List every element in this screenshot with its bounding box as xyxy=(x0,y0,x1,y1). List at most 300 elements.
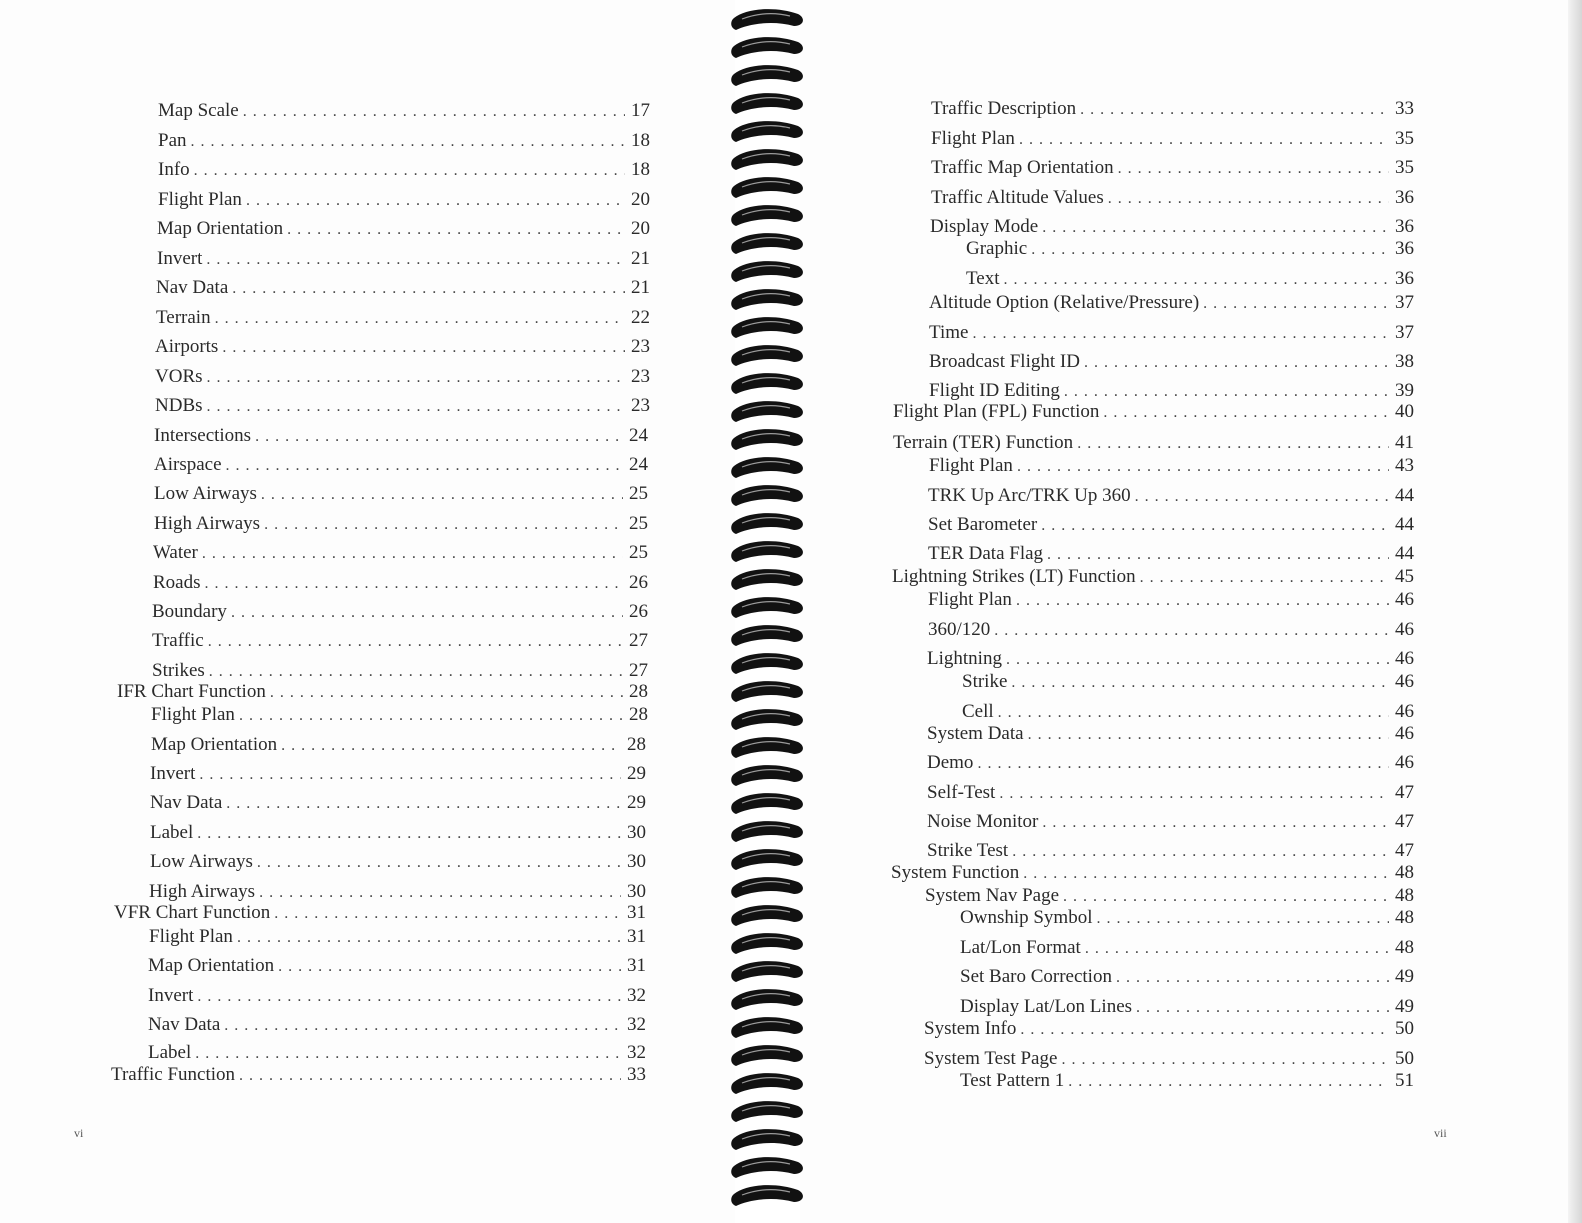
dot-leader xyxy=(1042,812,1389,834)
toc-entry[interactable] xyxy=(117,681,648,704)
spiral-coil xyxy=(731,709,803,730)
dot-leader xyxy=(197,823,621,845)
toc-entry[interactable] xyxy=(924,1018,1414,1041)
toc-entry-title: Airspace xyxy=(154,454,222,475)
toc-entry-page-number: 35 xyxy=(1395,128,1414,149)
toc-entry[interactable] xyxy=(931,157,1414,180)
toc-entry-page-number: 29 xyxy=(627,763,646,784)
toc-entry-page-number: 31 xyxy=(627,955,646,976)
toc-entry-title: Nav Data xyxy=(150,792,223,813)
spiral-coil xyxy=(731,37,803,58)
toc-entry-title: Map Orientation xyxy=(157,218,284,239)
spiral-coil xyxy=(731,905,803,926)
dot-leader xyxy=(246,190,625,212)
dot-leader xyxy=(264,514,623,536)
toc-entry[interactable] xyxy=(154,425,648,448)
toc-entry-page-number: 47 xyxy=(1395,840,1414,861)
toc-entry-page-number: 22 xyxy=(631,307,650,328)
toc-entry[interactable] xyxy=(924,1048,1414,1071)
spiral-coil xyxy=(731,513,803,534)
toc-entry-title: 360/120 xyxy=(928,619,991,640)
spiral-coil xyxy=(731,1017,803,1038)
toc-entry-title: Label xyxy=(150,822,194,843)
toc-entry-page-number: 20 xyxy=(631,189,650,210)
toc-entry[interactable] xyxy=(157,218,650,241)
dot-leader xyxy=(1006,649,1389,671)
spiral-coil xyxy=(731,597,803,618)
toc-entry-title: Flight Plan xyxy=(929,455,1013,476)
page-number-left: vi xyxy=(74,1126,84,1140)
toc-entry-title: Demo xyxy=(927,752,974,773)
toc-entry-title: Traffic Map Orientation xyxy=(931,157,1114,178)
toc-entry[interactable] xyxy=(157,248,650,271)
toc-entry-page-number: 21 xyxy=(631,248,650,269)
toc-entry-title: Traffic xyxy=(152,630,204,651)
toc-entry-page-number: 38 xyxy=(1395,351,1414,372)
toc-entry[interactable] xyxy=(927,840,1414,863)
toc-entry-title: High Airways xyxy=(154,513,261,534)
toc-entry-page-number: 32 xyxy=(627,1042,646,1063)
toc-entry-title: System Data xyxy=(927,723,1024,744)
toc-entry-page-number: 27 xyxy=(629,630,648,651)
toc-entry[interactable] xyxy=(151,734,646,757)
spiral-coil xyxy=(731,177,803,198)
dot-leader xyxy=(205,573,624,595)
dot-leader xyxy=(261,484,623,506)
toc-entry[interactable] xyxy=(929,322,1414,345)
toc-entry[interactable] xyxy=(928,485,1414,508)
toc-entry-page-number: 46 xyxy=(1395,619,1414,640)
toc-entry-page-number: 24 xyxy=(629,454,648,475)
toc-entry-title: TER Data Flag xyxy=(928,543,1044,564)
toc-entry[interactable] xyxy=(152,601,648,624)
toc-entry[interactable] xyxy=(158,100,650,123)
toc-entry-page-number: 32 xyxy=(627,985,646,1006)
toc-entry-title: Label xyxy=(148,1042,192,1063)
dot-leader xyxy=(1019,129,1389,151)
dot-leader xyxy=(222,337,625,359)
toc-entry-page-number: 36 xyxy=(1395,268,1414,289)
toc-entry[interactable] xyxy=(893,401,1414,424)
toc-entry-title: Roads xyxy=(153,572,201,593)
spiral-coil xyxy=(731,933,803,954)
toc-entry[interactable] xyxy=(960,907,1414,930)
toc-entry[interactable] xyxy=(153,542,648,565)
spiral-binding xyxy=(728,0,808,1223)
left-page xyxy=(0,0,735,1223)
toc-entry[interactable] xyxy=(150,851,646,874)
toc-entry-title: Altitude Option (Relative/Pressure) xyxy=(929,292,1200,313)
dot-leader xyxy=(231,602,623,624)
toc-entry-title: Self-Test xyxy=(927,782,996,803)
toc-entry-title: Flight Plan (FPL) Function xyxy=(893,401,1100,422)
toc-entry[interactable] xyxy=(960,996,1414,1019)
toc-entry[interactable] xyxy=(927,723,1414,746)
toc-entry[interactable] xyxy=(962,671,1414,694)
spiral-coil xyxy=(731,261,803,282)
spiral-coil xyxy=(731,989,803,1010)
toc-entry[interactable] xyxy=(154,483,648,506)
toc-entry-page-number: 18 xyxy=(631,159,650,180)
toc-entry-title: Lightning xyxy=(927,648,1002,669)
toc-entry[interactable] xyxy=(929,351,1414,374)
toc-entry-page-number: 20 xyxy=(631,218,650,239)
toc-entry-page-number: 23 xyxy=(631,366,650,387)
spiral-coil xyxy=(731,1185,803,1206)
toc-entry-page-number: 47 xyxy=(1395,782,1414,803)
toc-entry-title: Strikes xyxy=(152,660,205,681)
spiral-coil xyxy=(731,1073,803,1094)
toc-entry[interactable] xyxy=(966,268,1414,291)
toc-entry-title: Flight Plan xyxy=(158,189,242,210)
toc-entry-title: Low Airways xyxy=(154,483,257,504)
toc-entry[interactable] xyxy=(150,822,646,845)
spiral-coil xyxy=(731,961,803,982)
spiral-coil xyxy=(731,1129,803,1150)
toc-entry-title: Terrain (TER) Function xyxy=(893,432,1074,453)
toc-entry-title: Display Mode xyxy=(930,216,1039,237)
spiral-coil xyxy=(731,1157,803,1178)
toc-entry-page-number: 33 xyxy=(1395,98,1414,119)
toc-entry-title: Boundary xyxy=(152,601,227,622)
toc-entry-title: Pan xyxy=(158,130,187,151)
toc-entry[interactable] xyxy=(111,1064,646,1087)
toc-entry-title: Broadcast Flight ID xyxy=(929,351,1080,372)
dot-leader xyxy=(1118,158,1389,180)
toc-entry[interactable] xyxy=(149,926,646,949)
toc-entry-title: Lat/Lon Format xyxy=(960,937,1081,958)
spiral-coil xyxy=(731,401,803,422)
toc-entry-title: VORs xyxy=(155,366,203,387)
dot-leader xyxy=(259,882,621,904)
toc-entry-page-number: 49 xyxy=(1395,966,1414,987)
toc-entry-page-number: 44 xyxy=(1395,543,1414,564)
toc-entry-page-number: 17 xyxy=(631,100,650,121)
right-page xyxy=(800,0,1582,1223)
toc-entry-page-number: 46 xyxy=(1395,723,1414,744)
toc-entry-title: System Function xyxy=(891,862,1020,883)
toc-entry[interactable] xyxy=(893,432,1414,455)
spiral-coil xyxy=(731,877,803,898)
toc-entry-page-number: 33 xyxy=(627,1064,646,1085)
toc-entry-title: Cell xyxy=(962,701,994,722)
toc-entry-page-number: 25 xyxy=(629,483,648,504)
toc-entry-title: Nav Data xyxy=(148,1014,221,1035)
toc-entry-page-number: 25 xyxy=(629,542,648,563)
toc-entry-title: High Airways xyxy=(149,881,256,902)
toc-entry-title: Water xyxy=(153,542,198,563)
dot-leader xyxy=(226,455,623,477)
toc-entry[interactable] xyxy=(158,130,650,153)
dot-leader xyxy=(1028,724,1389,746)
toc-entry-title: Intersections xyxy=(154,425,252,446)
dot-leader xyxy=(1017,456,1389,478)
dot-leader xyxy=(1011,672,1389,694)
spiral-coil xyxy=(731,289,803,310)
spiral-coil xyxy=(731,485,803,506)
toc-entry-page-number: 46 xyxy=(1395,589,1414,610)
toc-entry[interactable] xyxy=(928,589,1414,612)
toc-entry[interactable] xyxy=(150,763,646,786)
dot-leader xyxy=(1116,967,1389,989)
dot-leader xyxy=(1016,590,1389,612)
toc-entry-page-number: 30 xyxy=(627,881,646,902)
toc-entry[interactable] xyxy=(154,513,648,536)
spiral-coil xyxy=(731,93,803,114)
toc-entry[interactable] xyxy=(156,277,650,300)
toc-entry[interactable] xyxy=(925,885,1414,908)
toc-entry-page-number: 46 xyxy=(1395,671,1414,692)
toc-entry-page-number: 30 xyxy=(627,851,646,872)
toc-entry[interactable] xyxy=(929,380,1414,403)
toc-entry[interactable] xyxy=(155,336,650,359)
toc-entry-title: Strike Test xyxy=(927,840,1009,861)
dot-leader xyxy=(226,793,621,815)
toc-entry-page-number: 36 xyxy=(1395,216,1414,237)
toc-entry[interactable] xyxy=(148,1014,646,1037)
toc-entry[interactable] xyxy=(158,189,650,212)
dot-leader xyxy=(1103,402,1389,424)
toc-entry-title: Flight Plan xyxy=(151,704,235,725)
dot-leader xyxy=(1004,269,1390,291)
toc-entry[interactable] xyxy=(930,216,1414,239)
dot-leader xyxy=(998,702,1389,724)
toc-entry-page-number: 47 xyxy=(1395,811,1414,832)
toc-entry-page-number: 37 xyxy=(1395,292,1414,313)
dot-leader xyxy=(1077,433,1389,455)
toc-entry[interactable] xyxy=(150,792,646,815)
toc-entry-page-number: 25 xyxy=(629,513,648,534)
toc-entry[interactable] xyxy=(962,701,1414,724)
toc-entry-page-number: 50 xyxy=(1395,1018,1414,1039)
toc-entry[interactable] xyxy=(966,238,1414,261)
dot-leader xyxy=(994,620,1389,642)
dot-leader xyxy=(215,308,625,330)
toc-entry-page-number: 18 xyxy=(631,130,650,151)
toc-entry[interactable] xyxy=(149,881,646,904)
toc-entry-page-number: 44 xyxy=(1395,514,1414,535)
spiral-coil xyxy=(731,317,803,338)
dot-leader xyxy=(1041,515,1389,537)
dot-leader xyxy=(1108,188,1389,210)
toc-entry[interactable] xyxy=(151,704,648,727)
toc-entry-page-number: 23 xyxy=(631,336,650,357)
toc-entry-page-number: 45 xyxy=(1395,566,1414,587)
dot-leader xyxy=(1068,1071,1389,1093)
toc-entry-page-number: 26 xyxy=(629,572,648,593)
dot-leader xyxy=(270,682,623,704)
toc-entry[interactable] xyxy=(156,307,650,330)
spiral-coil xyxy=(731,681,803,702)
spiral-coil xyxy=(731,457,803,478)
dot-leader xyxy=(232,278,625,300)
toc-entry-title: Lightning Strikes (LT) Function xyxy=(892,566,1136,587)
toc-entry[interactable] xyxy=(960,937,1414,960)
spiral-coil xyxy=(731,821,803,842)
dot-leader xyxy=(191,131,626,153)
toc-entry[interactable] xyxy=(148,1042,646,1065)
toc-entry-title: Nav Data xyxy=(156,277,229,298)
toc-entry-title: NDBs xyxy=(155,395,203,416)
dot-leader xyxy=(224,1015,621,1037)
toc-entry[interactable] xyxy=(960,1070,1414,1093)
toc-entry-page-number: 46 xyxy=(1395,752,1414,773)
toc-entry-title: System Nav Page xyxy=(925,885,1060,906)
toc-entry-page-number: 31 xyxy=(627,926,646,947)
toc-entry-page-number: 26 xyxy=(629,601,648,622)
dot-leader xyxy=(1063,886,1389,908)
toc-entry-title: TRK Up Arc/TRK Up 360 xyxy=(928,485,1131,506)
toc-entry-title: Time xyxy=(929,322,969,343)
toc-entry[interactable] xyxy=(153,572,648,595)
dot-leader xyxy=(1064,381,1389,403)
dot-leader xyxy=(207,396,625,418)
toc-entry-title: IFR Chart Function xyxy=(117,681,266,702)
toc-entry[interactable] xyxy=(931,187,1414,210)
toc-entry[interactable] xyxy=(892,566,1414,589)
toc-entry-title: Low Airways xyxy=(150,851,253,872)
dot-leader xyxy=(1136,997,1389,1019)
toc-entry[interactable] xyxy=(929,292,1414,315)
dot-leader xyxy=(287,219,625,241)
toc-entry[interactable] xyxy=(152,630,648,653)
toc-entry-page-number: 39 xyxy=(1395,380,1414,401)
toc-entry[interactable] xyxy=(148,985,646,1008)
toc-entry[interactable] xyxy=(928,514,1414,537)
toc-entry-page-number: 30 xyxy=(627,822,646,843)
toc-entry-page-number: 43 xyxy=(1395,455,1414,476)
dot-leader xyxy=(199,764,621,786)
toc-entry-page-number: 27 xyxy=(629,660,648,681)
toc-entry-title: Info xyxy=(158,159,190,180)
toc-entry-page-number: 24 xyxy=(629,425,648,446)
toc-entry-title: Flight Plan xyxy=(928,589,1012,610)
dot-leader xyxy=(1140,567,1389,589)
toc-entry-title: Graphic xyxy=(966,238,1028,259)
toc-entry[interactable] xyxy=(927,782,1414,805)
dot-leader xyxy=(209,661,623,683)
dot-leader xyxy=(237,927,621,949)
toc-entry-title: Set Barometer xyxy=(928,514,1038,535)
toc-entry-title: Display Lat/Lon Lines xyxy=(960,996,1133,1017)
spiral-coil xyxy=(731,205,803,226)
spiral-coil xyxy=(731,1101,803,1122)
dot-leader xyxy=(1097,908,1390,930)
dot-leader xyxy=(1047,544,1389,566)
dot-leader xyxy=(1203,293,1389,315)
toc-entry-page-number: 46 xyxy=(1395,701,1414,722)
toc-entry[interactable] xyxy=(929,455,1414,478)
toc-entry-title: Invert xyxy=(157,248,203,269)
dot-leader xyxy=(239,705,623,727)
dot-leader xyxy=(274,903,621,925)
spiral-coil xyxy=(731,793,803,814)
toc-entry[interactable] xyxy=(927,648,1414,671)
spiral-coil xyxy=(731,429,803,450)
toc-entry[interactable] xyxy=(927,752,1414,775)
spiral-coil xyxy=(731,737,803,758)
spiral-coil xyxy=(731,65,803,86)
dot-leader xyxy=(197,986,621,1008)
toc-entry[interactable] xyxy=(927,811,1414,834)
toc-entry[interactable] xyxy=(148,955,646,978)
toc-entry[interactable] xyxy=(928,619,1414,642)
toc-entry[interactable] xyxy=(158,159,650,182)
toc-entry-page-number: 44 xyxy=(1395,485,1414,506)
toc-entry-title: Set Baro Correction xyxy=(960,966,1112,987)
dot-leader xyxy=(999,783,1389,805)
toc-entry-page-number: 29 xyxy=(627,792,646,813)
dot-leader xyxy=(1061,1049,1389,1071)
toc-entry-title: Ownship Symbol xyxy=(960,907,1093,928)
toc-entry-page-number: 41 xyxy=(1395,432,1414,453)
toc-entry-title: Strike xyxy=(962,671,1008,692)
toc-entry[interactable] xyxy=(960,966,1414,989)
dot-leader xyxy=(1020,1019,1389,1041)
toc-list-right xyxy=(800,0,1582,1223)
page-number-right: vii xyxy=(1434,1126,1447,1140)
toc-entry-page-number: 21 xyxy=(631,277,650,298)
dot-leader xyxy=(1084,352,1389,374)
dot-leader xyxy=(281,735,621,757)
toc-entry[interactable] xyxy=(114,902,646,925)
toc-entry-page-number: 48 xyxy=(1395,907,1414,928)
dot-leader xyxy=(972,323,1389,345)
toc-entry-title: System Info xyxy=(924,1018,1017,1039)
dot-leader xyxy=(208,631,623,653)
toc-entry[interactable] xyxy=(152,660,648,683)
toc-entry-page-number: 48 xyxy=(1395,862,1414,883)
toc-entry[interactable] xyxy=(155,366,650,389)
toc-entry[interactable] xyxy=(154,454,648,477)
toc-entry-page-number: 49 xyxy=(1395,996,1414,1017)
toc-entry-title: VFR Chart Function xyxy=(114,902,271,923)
dot-leader xyxy=(206,249,625,271)
spiral-coil xyxy=(731,373,803,394)
toc-entry[interactable] xyxy=(931,98,1414,121)
toc-entry[interactable] xyxy=(928,543,1414,566)
dot-leader xyxy=(1085,938,1389,960)
toc-entry-page-number: 50 xyxy=(1395,1048,1414,1069)
toc-entry-title: Text xyxy=(966,268,1000,289)
toc-entry[interactable] xyxy=(931,128,1414,151)
toc-entry[interactable] xyxy=(891,862,1414,885)
toc-entry-page-number: 28 xyxy=(627,734,646,755)
dot-leader xyxy=(1012,841,1389,863)
spiral-coil xyxy=(731,569,803,590)
dot-leader xyxy=(255,426,623,448)
toc-entry-title: Terrain xyxy=(156,307,211,328)
toc-entry-title: Map Scale xyxy=(158,100,239,121)
spiral-coil xyxy=(731,149,803,170)
toc-entry-page-number: 23 xyxy=(631,395,650,416)
dot-leader xyxy=(1135,486,1389,508)
toc-entry[interactable] xyxy=(155,395,650,418)
toc-entry-title: Test Pattern 1 xyxy=(960,1070,1065,1091)
toc-entry-title: Invert xyxy=(150,763,196,784)
dot-leader xyxy=(257,852,621,874)
spiral-coil xyxy=(731,9,803,30)
spiral-coil xyxy=(731,849,803,870)
toc-entry-page-number: 40 xyxy=(1395,401,1414,422)
toc-entry-title: Map Orientation xyxy=(151,734,278,755)
toc-entry-title: Flight Plan xyxy=(149,926,233,947)
toc-entry-title: Noise Monitor xyxy=(927,811,1039,832)
toc-entry-page-number: 28 xyxy=(629,681,648,702)
toc-entry-page-number: 32 xyxy=(627,1014,646,1035)
spiral-coil xyxy=(731,345,803,366)
toc-entry-title: Traffic Altitude Values xyxy=(931,187,1104,208)
